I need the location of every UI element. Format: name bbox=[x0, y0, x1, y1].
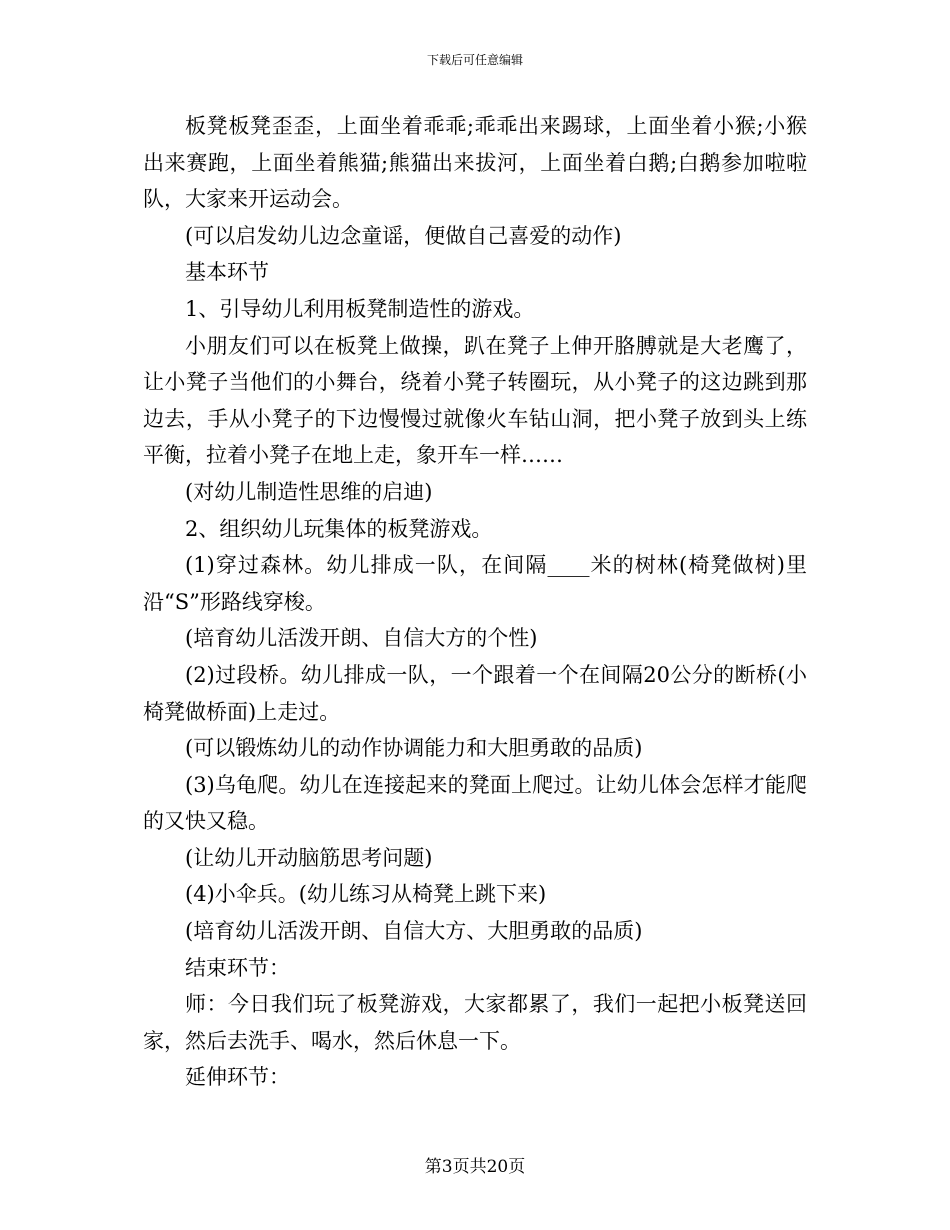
paragraph-note-personality: (培育幼儿活泼开朗、自信大方的个性) bbox=[185, 626, 538, 651]
page-header: 下载后可任意编辑 bbox=[426, 53, 523, 67]
paragraph-teacher-closing: 师：今日我们玩了板凳游戏，大家都累了，我们一起把小板凳送回家，然后去洗手、喝水，然后休息一下。 bbox=[143, 992, 807, 1053]
document-body bbox=[143, 108, 807, 1096]
section-heading-ending: 结束环节： bbox=[185, 955, 290, 980]
paragraph-note-rhyme: (可以启发幼儿边念童谣，便做自己喜爱的动作) bbox=[185, 223, 622, 248]
paragraph-nursery-rhyme: 板凳板凳歪歪，上面坐着乖乖;乖乖出来踢球，上面坐着小猴;小猴出来赛跑，上面坐着熊猫;熊猫出来拔河，上面坐着白鹅;白鹅参加啦啦队，大家来开运动会。 bbox=[143, 114, 807, 212]
paragraph-creative-play: 小朋友们可以在板凳上做操，趴在凳子上伸开胳膊就是大老鹰了，让小凳子当他们的小舞台，绕着小凳子转圈玩，从小凳子的这边跳到那边去，手从小凳子的下边慢慢过就像火车钻山洞，把小凳子放到头上练平衡，拉着小凳子在地上走，象开车一样…… bbox=[143, 333, 807, 468]
paragraph-note-creativity: (对幼儿制造性思维的启迪) bbox=[185, 479, 433, 504]
paragraph-note-thinking: (让幼儿开动脑筋思考问题) bbox=[185, 845, 433, 870]
paragraph-game-paratrooper: (4)小伞兵。(幼儿练习从椅凳上跳下来) bbox=[185, 882, 547, 907]
page-footer: 第3页共20页 bbox=[424, 1157, 526, 1177]
paragraph-note-coordination: (可以锻炼幼儿的动作协调能力和大胆勇敢的品质) bbox=[185, 736, 643, 761]
paragraph-game-forest: (1)穿过森林。幼儿排成一队，在间隔____米的树林(椅凳做树)里沿“S”形路线穿梭。 bbox=[143, 553, 807, 614]
paragraph-step-2: 2、组织幼儿玩集体的板凳游戏。 bbox=[185, 516, 493, 541]
paragraph-game-bridge: (2)过段桥。幼儿排成一队，一个跟着一个在间隔20公分的断桥(小椅凳做桥面)上走过。 bbox=[143, 662, 807, 724]
section-heading-basic: 基本环节 bbox=[185, 260, 269, 285]
paragraph-step-1: 1、引导幼儿利用板凳制造性的游戏。 bbox=[185, 296, 535, 321]
paragraph-game-turtle: (3)乌龟爬。幼儿在连接起来的凳面上爬过。让幼儿体会怎样才能爬的又快又稳。 bbox=[143, 772, 807, 834]
section-heading-extension: 延伸环节： bbox=[185, 1065, 290, 1090]
paragraph-note-bravery: (培育幼儿活泼开朗、自信大方、大胆勇敢的品质) bbox=[185, 919, 643, 944]
